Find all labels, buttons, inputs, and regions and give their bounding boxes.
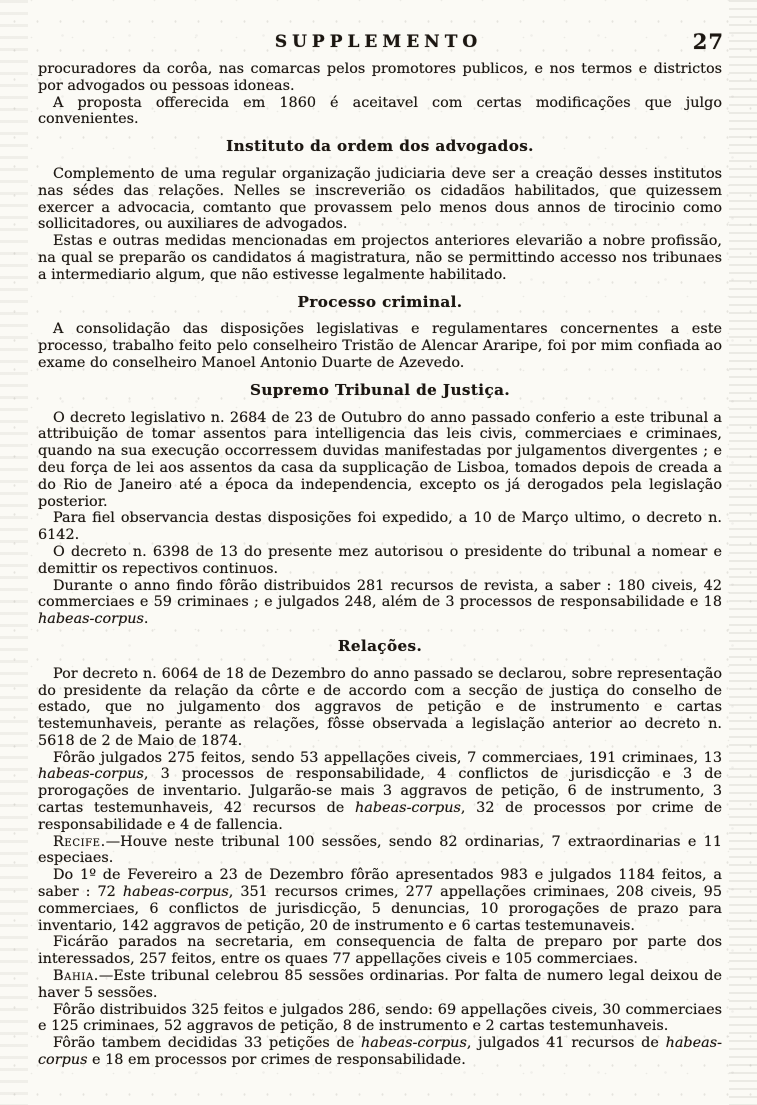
page-title: SUPPLEMENTO — [274, 32, 483, 52]
section-heading-instituto: Instituto da ordem dos advogados. — [226, 137, 534, 156]
paragraph-fevereiro-dezembro: Do 1º de Fevereiro a 23 de Dezembro fôrão apresentados 983 e julgados 1184 feitos, a saber : 72 habeas-corpus, 351 recursos crimes, 277 appellações criminaes, 208 civeis, 95 commerciaes, 6 conflictos de jurisdicção, 5 denuncias, 10 prorogações de prazo para inventario, 142 aggravos de petição, 20 de instrumento e 6 cartas testemunaveis. — [38, 867, 722, 934]
paragraph-decreto-6064: Por decreto n. 6064 de 18 de Dezembro do anno passado se declarou, sobre representação do presidente da relação da côrte e de accordo com a secção de justiça do conselho de estado, que no julgamento dos aggravos de petição e de instrumento e cartas testemunhaveis, perante as relações, fôsse observada a legislação anterior ao decreto n. 5618 de 2 de Maio de 1874. — [38, 665, 722, 749]
document-body — [38, 61, 722, 1069]
paragraph-decreto-6142: Para fiel observancia destas disposições foi expedido, a 10 de Março ultimo, o decreto n. 6142. — [38, 510, 722, 544]
paragraph-distribuidos-325: Fôrão distribuidos 325 feitos e julgados 286, sendo: 69 appellações civeis, 30 commerciaes e 125 criminaes, 52 aggravos de petição, 8 de instrumento e 2 cartas testemunhaveis. — [38, 1001, 722, 1035]
section-heading-supremo-tribunal: Supremo Tribunal de Justiça. — [249, 380, 511, 399]
paragraph-estas-medidas: Estas e outras medidas mencionadas em projectos anteriores elevarião a nobre profissão, na qual se preparão os candidatos á magistratura, não se permittindo accesso nos tribunaes a intermediario algum, que não estivesse legalmente habilitado. — [38, 233, 722, 283]
section-heading-relacoes: Relações. — [337, 636, 423, 655]
paragraph-bahia: Bahia.—Este tribunal celebrou 85 sessões ordinarias. Por falta de numero legal deixou de haver 5 sessões. — [38, 968, 722, 1001]
paragraph-continuation: procuradores da corôa, nas comarcas pelos promotores publicos, e nos termos e districtos por advogados ou pessoas idoneas. — [38, 61, 722, 94]
paragraph-decreto-6398: O decreto n. 6398 de 13 do presente mez autorisou o presidente do tribunal a nomear e demittir os repectivos continuos. — [38, 543, 722, 577]
paragraph-proposta: A proposta offerecida em 1860 é aceitavel com certas modificações que julgo convenientes. — [38, 94, 722, 128]
paragraph-recursos-revista: Durante o anno findo fôrão distribuidos 281 recursos de revista, a saber : 180 civeis, 42 commerciaes e 59 criminaes ; e julgados 248, além de 3 processos de responsabilidade e 18 habeas-corpus. — [38, 577, 722, 628]
paragraph-habeas-corpus-final: Fôrão tambem decididas 33 petições de habeas-corpus, julgados 41 recursos de habeas-corpus e 18 em processos por crimes de responsabilidade. — [38, 1035, 722, 1069]
paragraph-decreto-2684: O decreto legislativo n. 2684 de 23 de Outubro do anno passado conferio a este tribunal a attribuição de tomar assentos para intelligencia das leis civis, commerciaes e criminaes, quando na sua execução occorressem duvidas manifestadas por julgamentos divergentes ; e deu força de lei aos assentos da casa da supplicação de Lisboa, tomados depois de creada a do Rio de Janeiro até a época da independencia, excepto os já derogados pela legislação posterior. — [38, 409, 722, 510]
page-number: 27 — [692, 29, 724, 54]
paragraph-ficarao-parados: Ficárão parados na secretaria, em consequencia de falta de preparo por parte dos interessados, 257 feitos, entre os quaes 77 appellações civeis e 105 commerciaes. — [38, 934, 722, 968]
paragraph-complemento: Complemento de uma regular organização judiciaria deve ser a creação desses institutos nas sédes das relações. Nelles se inscreverião os cidadãos habilitados, que quizessem exercer a advocacia, comtanto que provassem pelo menos dous annos de tirocinio como sollicitadores, ou auxiliares de advogados. — [38, 165, 722, 233]
running-header — [0, 29, 757, 54]
paragraph-julgados-275: Fôrão julgados 275 feitos, sendo 53 appellações civeis, 7 commerciaes, 191 criminaes, 13 habeas-corpus, 3 processos de responsabilidade, 4 conflictos de jurisdicção e 3 de prorogações de inventario. Julgarão-se mais 3 aggravos de petição, 6 de instrumento, 3 cartas testemunhaveis, 42 recursos de habeas-corpus, 32 de processos por crime de responsabilidade e 4 de fallencia. — [38, 749, 723, 833]
section-heading-processo-criminal: Processo criminal. — [297, 292, 463, 311]
paragraph-consolidacao: A consolidação das disposições legislativas e regulamentares concernentes a este processo, trabalho feito pelo conselheiro Tristão de Alencar Araripe, foi por mim confiada ao exame do conselheiro Manoel Antonio Duarte de Azevedo. — [38, 321, 722, 371]
scan-noise-right-edge — [729, 0, 757, 1105]
paragraph-recife: Recife.—Houve neste tribunal 100 sessões, sendo 82 ordinarias, 7 extraordinarias e 11 especiaes. — [38, 833, 722, 867]
scan-noise-left-edge — [0, 0, 28, 1105]
